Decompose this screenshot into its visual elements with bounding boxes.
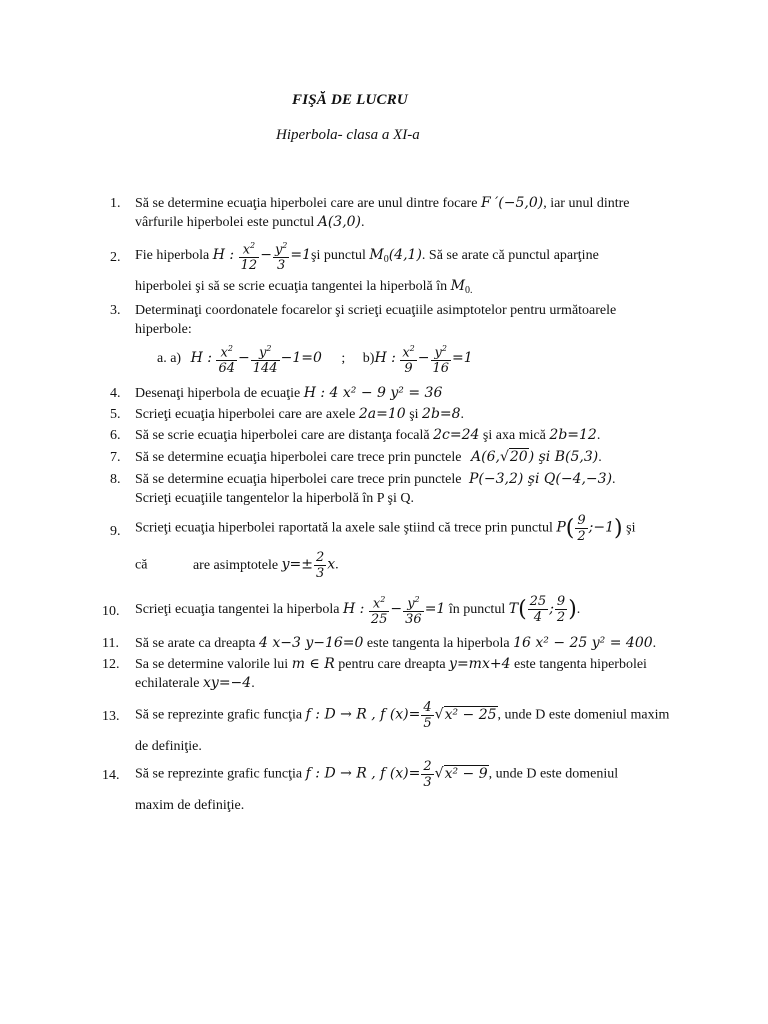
frac-den: 64 [218,361,236,377]
fraction: $\frac{y^2}{144}$ [251,341,280,376]
text: . [460,407,465,422]
exercise-number: 8. [110,472,121,487]
text: de definiţie. [135,739,202,754]
text: Să se determine ecuaţia hiperbolei care are unul dintre focare [135,196,478,211]
text: Scrieţi ecuaţia tangentei la hiperbola [135,601,340,617]
math-sqrt: x² − 25 [444,706,497,723]
fraction [575,513,587,544]
text: . [576,601,581,617]
math-t: T [508,600,519,617]
exercise-text: Fie hiperbola H : $\frac{x^2}{12}$ − $\frac{y^2}{3}$ =1şi punctul $M_0(4,1)$. Să se arate că punctul aparţine hiperbolei şi să se scrie ecuaţia tangentei la hiperbolă în $M_{0.}$ [135,238,680,300]
exercise-text [135,405,680,424]
math-x: x [327,556,336,573]
math-h: H : [342,600,365,617]
exercise-number: 7. [110,450,121,465]
text: Să se reprezinte grafic funcţia [135,707,303,723]
exercise-text [135,470,680,508]
math-eq: =1 [290,246,312,263]
frac-num: 2 [423,759,432,774]
text: . [598,450,602,465]
frac-den: 144 [252,361,278,377]
math-coords: ;−1 [588,519,615,536]
frac-num: 4 [423,700,432,715]
math-y: y=± [281,556,313,573]
math-eq: =1 [452,349,473,366]
math-c: 2c=24 [433,427,480,443]
exercise-text: Să se reprezinte grafic funcţia f : D → R , f (x)= $\frac{4}{5}$ √x² − 25, unde D este domeniul maxim de definiţie. [135,700,680,756]
text: Să se determine ecuaţia hiperbolei care trece prin punctele [135,472,462,487]
fraction [421,759,433,790]
frac-den: 36 [405,612,422,628]
text: . [361,215,365,230]
exercise-number: 10. [102,604,120,619]
frac-num: 2 [315,550,325,565]
exercise-text: Să se determine ecuaţia hiperbolei care trece prin punctele A(6,√20) şi B(5,3). [135,449,602,465]
frac-den: 2 [577,529,586,544]
text: . [612,472,616,487]
page-subtitle: Hiperbola- clasa a XI-a [276,127,420,143]
text: Sa se determine valorile lui [135,657,289,672]
math-eq: =1 [424,600,446,617]
text: este tangenta la hiperbola [366,636,510,651]
frac-den: 4 [533,610,543,626]
frac-num: y [274,242,283,258]
text: că [135,557,148,573]
frac-den: 3 [277,258,286,274]
frac-num: y [434,345,442,361]
text: pentru care dreapta [338,657,446,672]
fraction: $\frac{y^2}{3}$ [273,238,289,273]
math-point: A(3,0) [317,214,362,230]
frac-den: 5 [423,716,432,731]
exercise-number: 1. [110,196,121,211]
exercise-number: 4. [110,386,121,401]
math-hyperbola: 16 x² − 25 y² = 400 [513,635,653,651]
math-a: 2a=10 [358,406,406,422]
text: Fie hiperbola [135,247,210,263]
sub-label: a. a) [157,350,182,366]
exercise-number: 13. [102,709,120,724]
frac-den: 3 [315,566,325,581]
text: echilaterale [135,676,200,691]
frac-num: 9 [556,594,566,610]
math-m: m ∈ R [291,656,335,672]
math-function: f : D → R , f (x)= [305,765,421,782]
frac-num: x [372,596,381,612]
exercise-text [135,384,680,403]
text: Scrieţi ecuaţia hiperbolei raportată la axele sale ştiind că trece prin punctul [135,520,553,536]
fraction [314,550,326,581]
text: . [251,676,255,691]
frac-num: 25 [529,594,547,610]
exercise-number: 12. [102,657,120,672]
fraction [421,700,433,731]
math-p: P [556,519,566,536]
exercise-text: Scrieţi ecuaţia tangentei la hiperbola H : $\frac{x^2}{25}$ − $\frac{y^2}{36}$ =1 în punctul T( $\frac{25}{4}$ ; $\frac{9}{2}$ ). [135,592,680,627]
text: . [652,636,657,651]
text: vârfurile hiperbolei este punctul [135,215,315,230]
math-m: M [369,246,384,263]
math-line: y=mx+4 [449,656,511,672]
text: Determinaţi coordonatele focarelor şi scrieţi ecuaţiile asimptotelor pentru următoarele [135,303,617,318]
math-sub: 0 [383,253,389,265]
sub-label: b) [362,350,375,366]
text: , unde D este domeniul maxim [497,707,670,723]
frac-den: 3 [423,775,432,790]
frac-num: y [407,596,415,612]
exercise-text [135,194,680,232]
text: Scrieţi ecuaţia hiperbolei care are axele [135,407,356,422]
math-equation: H : 4 x² − 9 y² = 36 [303,385,443,401]
math-h: H : [190,349,212,366]
frac-den: 12 [240,258,258,274]
math-sqrt: 20 [509,449,528,465]
math-sub: 0. [465,285,473,297]
exercise-text: Scrieţi ecuaţia hiperbolei raportată la axele sale ştiind că trece prin punctul P( $\frac{9}{2}$ ;−1) şi că are asimptotele y=± $\frac{2}{3}$ x. [135,513,636,581]
exercise-text [135,426,680,445]
text: , iar unul dintre [543,196,630,211]
text: hiperbolei şi să se scrie ecuaţia tangentei la hiperbolă în [135,279,448,295]
text: Să se scrie ecuaţia hiperbolei care are distanţa focală [135,428,430,443]
math-focus: F ′(−5,0) [480,195,544,211]
text: Scrieţi ecuaţiile tangentelor la hiperbolă în P şi Q. [135,491,415,506]
text: , unde D este domeniul [488,766,619,782]
text: şi axa mică [482,428,546,443]
text: şi punctul [311,247,366,263]
exercise-number: 14. [102,768,120,783]
exercise-number: 11. [102,636,119,651]
text: . [596,428,601,443]
frac-den: 2 [556,610,566,626]
text: şi [409,407,419,422]
math-points: P(−3,2) şi Q(−4,−3) [469,471,613,487]
math-h: H : [212,246,235,263]
frac-num: x [242,242,251,258]
math-eq: −1=0 [280,349,322,366]
exercise-number: 6. [110,428,121,443]
fraction [555,594,567,625]
fraction: $\frac{x^2}{9}$ [400,341,416,376]
text: în punctul [448,601,506,617]
text: este tangenta hiperbolei [514,657,647,672]
exercise-text [135,655,680,693]
fraction [528,594,549,625]
frac-den: 25 [370,612,388,628]
page-title: FIŞĂ DE LUCRU [292,92,408,108]
fraction: $\frac{x^2}{12}$ [239,238,260,273]
math-b: 2b=12 [549,427,597,443]
fraction: $\frac{y^2}{36}$ [403,592,424,627]
text: Să se arate ca dreapta [135,636,256,651]
exercise-number: 9. [110,524,121,539]
separator: ; [341,350,346,366]
math-h: H : [374,349,396,366]
text: maxim de definiţie. [135,798,245,813]
text: . Să se arate că punctul aparţine [421,247,599,263]
text: hiperbole: [135,322,192,337]
frac-num: x [402,345,410,361]
text: are asimptotele [192,557,279,573]
math-coords: (4,1) [388,246,422,263]
fraction: $\frac{x^2}{25}$ [369,592,390,627]
fraction: $\frac{x^2}{64}$ [216,341,237,376]
text: şi [626,520,636,536]
exercise-text: Determinaţi coordonatele focarelor şi scrieţi ecuaţiile asimptotelor pentru următoarele hiperbole: a. a) H : $\frac{x^2}{64}$ − $\frac{y^2}{144}$ −1=0 ; b)H : $\frac{x^2}{9}$ − $\frac{y^2}{16}$ =1 [135,301,680,376]
exercise-number: 2. [110,250,121,265]
exercise-number: 5. [110,407,121,422]
text: Să se reprezinte grafic funcţia [135,766,303,782]
exercise-number: 3. [110,303,121,318]
math-function: f : D → R , f (x)= [305,706,421,723]
frac-num: y [258,345,267,361]
exercise-text: Să se reprezinte grafic funcţia f : D → R , f (x)= $\frac{2}{3}$ √x² − 9, unde D este domeniul maxim de definiţie. [135,759,680,815]
math-sqrt: x² − 9 [444,765,488,782]
math-hyperbola: xy=−4 [203,675,252,691]
math-point: A(6, [471,449,500,465]
math-m: M [450,278,465,295]
math-point: ) şi B(5,3) [528,449,599,465]
text: Desenaţi hiperbola de ecuaţie [135,386,301,401]
frac-den: 16 [432,361,450,377]
frac-num: x [220,345,228,361]
frac-num: 9 [577,513,586,528]
exercise-text [135,634,680,653]
text: . [335,557,339,573]
frac-den: 9 [404,361,413,377]
fraction: $\frac{y^2}{16}$ [431,341,452,376]
text: Să se determine ecuaţia hiperbolei care trece prin punctele [135,450,462,465]
math-line: 4 x−3 y−16=0 [258,635,364,651]
math-b: 2b=8 [422,406,461,422]
